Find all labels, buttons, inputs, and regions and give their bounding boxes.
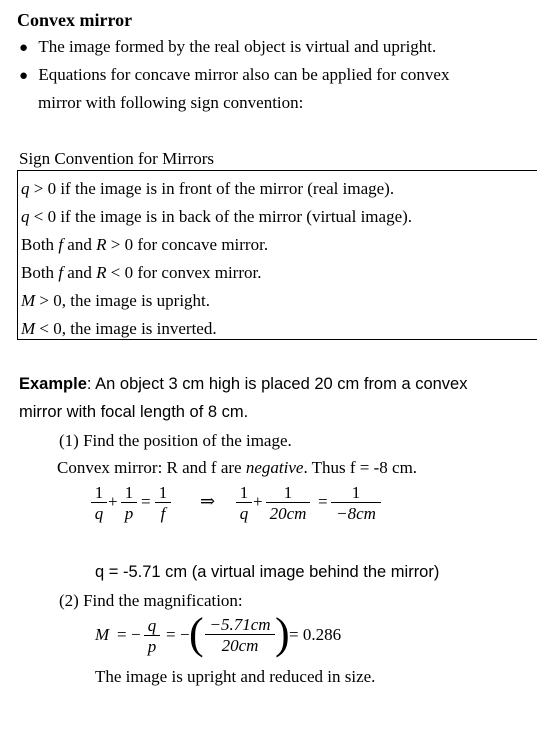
fraction-1-over-f — [155, 484, 171, 522]
equals-sign: = — [166, 625, 176, 644]
numerator: 1 — [351, 483, 361, 502]
text-emphasis: negative — [245, 458, 304, 477]
bullet-icon: ● — [19, 40, 29, 56]
text: Convex mirror: R and f are — [57, 458, 246, 477]
numerator: 1 — [283, 483, 293, 502]
equals-sign: = — [141, 492, 151, 511]
text: . Thus f = -8 cm. — [303, 458, 418, 477]
row-text: and — [63, 235, 97, 254]
row-text: Both — [21, 235, 59, 254]
numerator: −5.71cm — [209, 615, 271, 634]
convention-row — [21, 320, 217, 337]
denominator: f — [160, 504, 166, 523]
result-line: q = -5.71 cm (a virtual image behind the mirror) — [95, 563, 440, 581]
denominator: 20cm — [221, 636, 259, 655]
fraction-1-over-20cm — [266, 484, 310, 522]
minus-sign: − — [180, 625, 190, 644]
right-paren-icon: ) — [275, 609, 290, 658]
convention-row — [21, 264, 261, 281]
bullet-1 — [19, 38, 436, 56]
symbol-M: M — [21, 291, 36, 310]
symbol-f: f — [58, 235, 64, 254]
step-2: (2) Find the magnification: — [59, 591, 243, 610]
fraction-1-over-q — [236, 484, 252, 522]
sign-convention-title: Sign Convention for Mirrors — [19, 149, 215, 168]
plus-sign: + — [253, 492, 263, 511]
numerator: 1 — [124, 483, 134, 502]
row-text: and — [63, 263, 97, 282]
example-label: Example — [19, 375, 87, 393]
row-text: Both — [21, 263, 59, 282]
fraction-bar — [155, 502, 171, 503]
bullet-2-continuation: mirror with following sign convention: — [38, 93, 304, 112]
convention-row — [21, 208, 412, 225]
numerator: 1 — [94, 483, 104, 502]
fraction-bar — [266, 502, 310, 503]
convention-row — [21, 292, 210, 309]
denominator: q — [94, 504, 104, 523]
numerator: 1 — [158, 483, 168, 502]
numerator: 1 — [239, 483, 249, 502]
minus-sign: − — [131, 625, 141, 644]
fraction-1-over-q — [91, 484, 107, 522]
symbol-R: R — [96, 235, 107, 254]
conclusion: The image is upright and reduced in size. — [95, 667, 376, 686]
symbol-R: R — [96, 263, 107, 282]
example-line-1 — [19, 376, 467, 393]
convention-row — [21, 236, 268, 253]
bullet-2-text: Equations for concave mirror also can be applied for convex — [38, 65, 450, 84]
section-heading: Convex mirror — [17, 10, 133, 30]
fraction-1-over-p — [121, 484, 137, 522]
left-paren-icon: ( — [189, 609, 204, 658]
denominator: −8cm — [336, 504, 376, 523]
fraction-q-over-p — [144, 617, 160, 655]
denominator: p — [147, 637, 157, 656]
symbol-f: f — [58, 263, 64, 282]
denominator: p — [124, 504, 134, 523]
example-line-2: mirror with focal length of 8 cm. — [19, 403, 249, 421]
magnification-result: = 0.286 — [289, 625, 342, 644]
numerator: q — [147, 616, 157, 635]
symbol-M: M — [21, 319, 36, 338]
bullet-1-text: The image formed by the real object is virtual and upright. — [38, 37, 437, 56]
row-text: < 0, the image is inverted. — [35, 319, 217, 338]
convention-row — [21, 180, 394, 197]
fraction-1-over-minus8cm — [331, 484, 381, 522]
fraction-bar — [144, 635, 160, 636]
denominator: q — [239, 504, 249, 523]
implies-arrow-icon: ⇒ — [200, 491, 216, 511]
fraction-bar — [236, 502, 252, 503]
fraction-bar — [331, 502, 381, 503]
row-text: > 0 for concave mirror. — [106, 235, 269, 254]
equals-sign: = — [318, 492, 328, 511]
bullet-icon: ● — [19, 68, 29, 84]
row-text: > 0 if the image is in front of the mirror (real image). — [29, 179, 395, 198]
row-text: > 0, the image is upright. — [35, 291, 211, 310]
plus-sign: + — [108, 492, 118, 511]
bullet-2 — [19, 66, 449, 84]
fraction-bar — [205, 634, 275, 635]
row-text: < 0 if the image is in back of the mirror (virtual image). — [29, 207, 413, 226]
example-text: : An object 3 cm high is placed 20 cm from a convex — [86, 375, 468, 393]
fraction-bar — [91, 502, 107, 503]
fraction-value — [205, 616, 275, 654]
sign-convention-box — [17, 170, 537, 340]
denominator: 20cm — [269, 504, 307, 523]
symbol-M: M — [95, 625, 110, 644]
convex-statement — [57, 459, 417, 476]
equals-sign: = — [117, 625, 127, 644]
step-1: (1) Find the position of the image. — [59, 431, 292, 450]
row-text: < 0 for convex mirror. — [106, 263, 262, 282]
symbol-q: q — [21, 207, 30, 226]
fraction-bar — [121, 502, 137, 503]
symbol-q: q — [21, 179, 30, 198]
